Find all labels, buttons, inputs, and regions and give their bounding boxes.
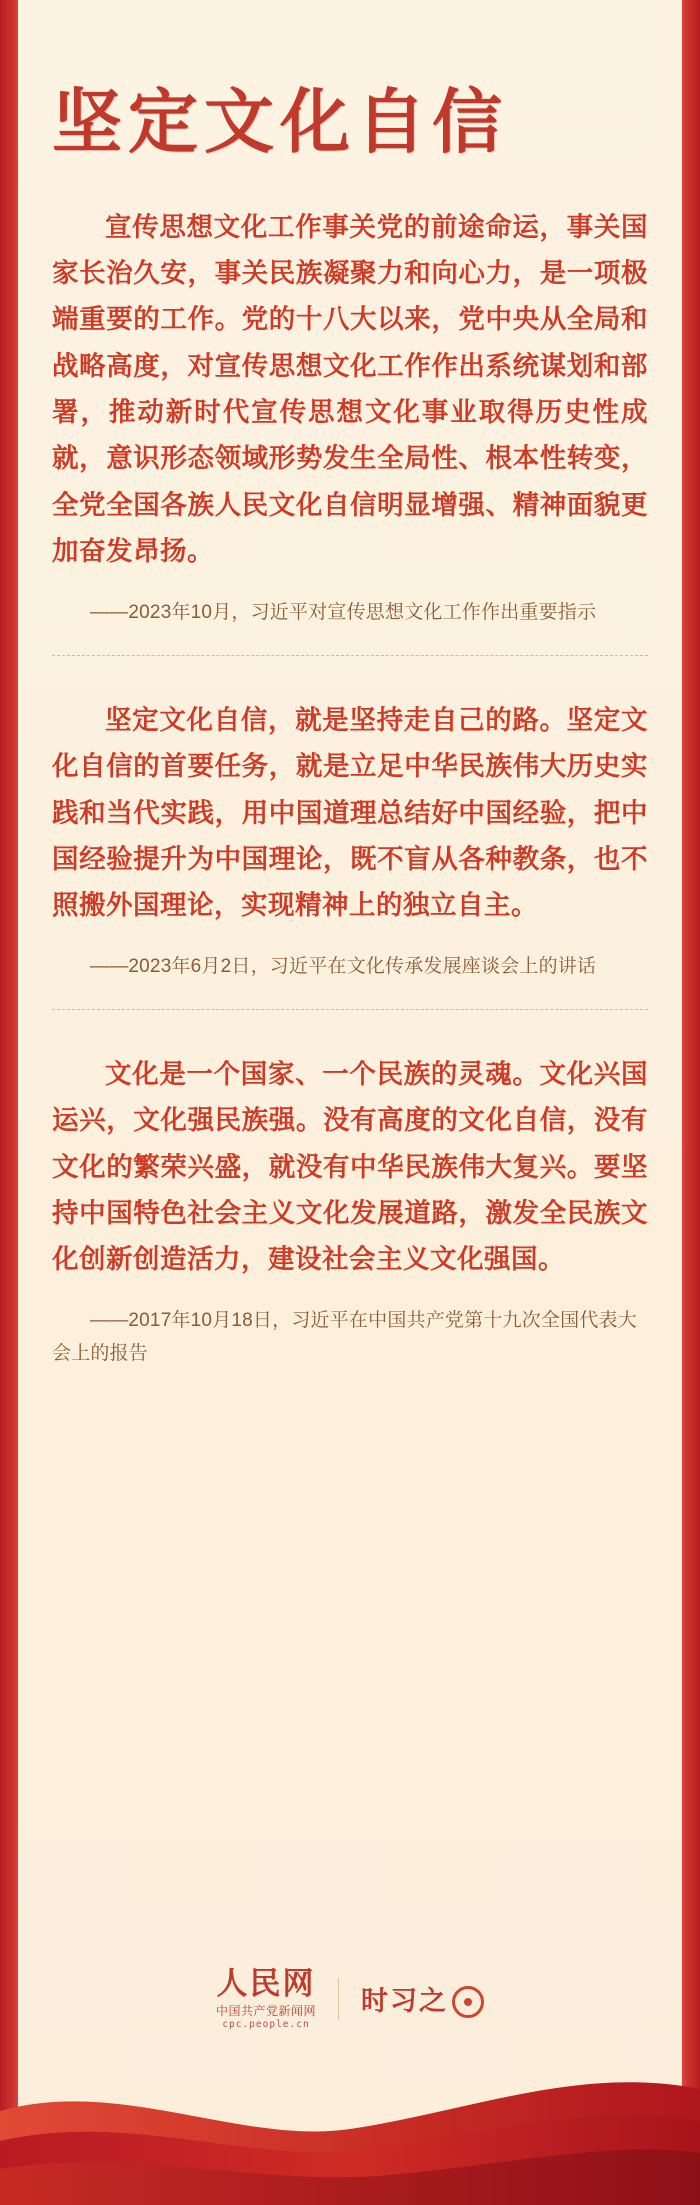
section-divider: [52, 655, 648, 656]
quote-source: ——2023年6月2日，习近平在文化传承发展座谈会上的讲话: [90, 955, 597, 977]
quote-text: 宣传思想文化工作事关党的前途命运，事关国家长治久安，事关民族凝聚力和向心力，是一项极端重要的工作。党的十八大以来，党中央从全局和战略高度，对宣传思想文化工作作出系统谋划和部署，推动新时代宣传思想文化事业取得历史性成就，意识形态领域形势发生全局性、根本性转变，全党全国各族人民文化自信明显增强、精神面貌更加奋发昂扬。: [52, 211, 648, 568]
section-divider: [52, 1009, 648, 1010]
bottom-red-ribbon: [0, 2037, 700, 2205]
shixizhi-label: 时习之: [361, 1986, 448, 2018]
people-cn-subtitle: 中国共产党新闻网: [215, 2003, 316, 2018]
quote-source: ——2017年10月18日，习近平在中国共产党第十九次全国代表大会上的报告: [52, 1309, 637, 1364]
footer-logos: [0, 1965, 700, 2030]
shixizhi-logo: [361, 1979, 484, 2018]
quote-block-3: [52, 1052, 648, 1370]
quote-text: 坚定文化自信，就是坚持走自己的路。坚定文化自信的首要任务，就是立足中华民族伟大历史实践和当代实践，用中国道理总结好中国经验，把中国经验提升为中国理论，既不盲从各种教条，也不照搬外国理论，实现精神上的独立自主。: [52, 704, 648, 922]
page-title: 坚定文化自信: [52, 80, 508, 163]
people-cn-name: 人民网: [216, 1965, 316, 2002]
quote-block-1: [52, 205, 648, 629]
people-cn-logo: [215, 1965, 316, 2030]
footer-divider: [338, 1978, 339, 2020]
seal-icon: [452, 1986, 484, 2018]
quote-block-2: [52, 698, 648, 983]
quote-text: 文化是一个国家、一个民族的灵魂。文化兴国运兴，文化强民族强。没有高度的文化自信，没有文化的繁荣兴盛，就没有中华民族伟大复兴。要坚持中国特色社会主义文化发展道路，激发全民族文化创新创造活力，建设社会主义文化强国。: [52, 1058, 648, 1276]
quote-source: ——2023年10月，习近平对宣传思想文化工作作出重要指示: [90, 601, 597, 623]
people-cn-url: cpc.people.cn: [222, 2018, 310, 2030]
